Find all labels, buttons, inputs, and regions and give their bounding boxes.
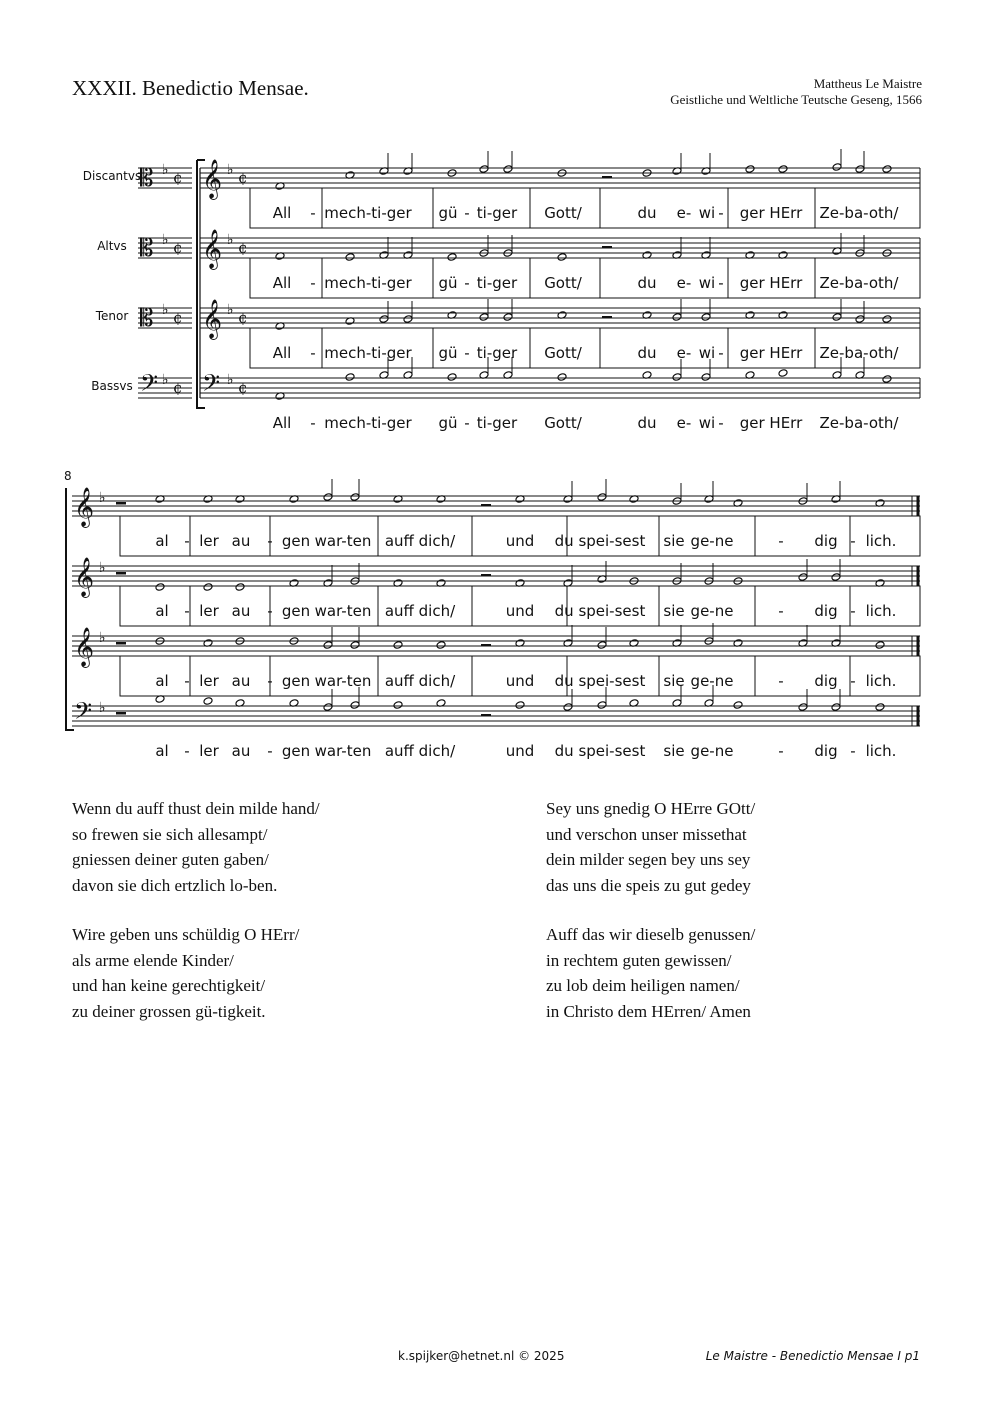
stanza-line: und verschon unser missethat (546, 824, 747, 844)
lyric-syllable: - (778, 532, 784, 550)
system-bracket (66, 488, 74, 730)
lyric-syllable: gen (281, 672, 311, 690)
lyric-syllable: - (778, 742, 784, 760)
lyric-syllable: - (850, 532, 856, 550)
lyric-syllable: und (505, 602, 535, 620)
rest (116, 642, 126, 645)
lyric-syllable: war-ten (314, 742, 372, 760)
lyric-syllable: All (272, 414, 292, 432)
lyric-syllable: sie (663, 532, 685, 550)
stanza-2 (546, 796, 755, 898)
lyric-syllable: und (505, 742, 535, 760)
note-head (798, 573, 808, 582)
note-head (882, 315, 892, 324)
lyric-syllable: All (272, 344, 292, 362)
stanza-1 (72, 796, 320, 898)
note-head (557, 373, 567, 382)
note-head (393, 701, 403, 710)
c-clef-icon: 𝄡 (140, 164, 154, 192)
lyric-syllable: ger HErr (739, 414, 803, 432)
lyric-syllable: - (718, 344, 724, 362)
lyric-syllable: wi (698, 274, 716, 292)
lyric-syllable: mech-ti-ger (324, 414, 412, 432)
lyric-syllable: - (464, 344, 470, 362)
lyric-syllable: - (464, 204, 470, 222)
f-clef-icon: 𝄢 (140, 369, 159, 402)
rest (602, 316, 612, 319)
stanza-line: so frewen sie sich allesampt/ (72, 824, 268, 844)
lyric-syllable: - (718, 414, 724, 432)
note-head (323, 703, 333, 712)
lyric-syllable: ge-ne (690, 742, 734, 760)
footer-page-label: Le Maistre - Benedictio Mensae I p1 (705, 1349, 920, 1363)
lyric-syllable: du (637, 274, 657, 292)
cut-time-sign: ¢ (238, 169, 248, 187)
lyric-syllable: gen (281, 602, 311, 620)
lyric-syllable: ti-ger (476, 204, 518, 222)
lyric-syllable: - (718, 204, 724, 222)
rest (481, 574, 491, 577)
stanza-line: Auff das wir dieselb genussen/ (546, 925, 756, 944)
lyric-syllable: All (272, 274, 292, 292)
stanza-line: davon sie dich ertzlich lo-ben. (72, 875, 278, 895)
rest (116, 572, 126, 575)
note-head (203, 583, 213, 592)
lyric-syllable: war-ten (314, 602, 372, 620)
rest (116, 502, 126, 505)
lyric-syllable: auff dich/ (384, 602, 456, 620)
note-head (672, 313, 682, 322)
lyric-syllable: - (267, 602, 273, 620)
lyric-syllable: auff dich/ (384, 532, 456, 550)
lyric-syllable: - (267, 742, 273, 760)
lyric-syllable: ler (199, 742, 219, 760)
lyric-syllable: ler (199, 602, 219, 620)
footer-contact: k.spijker@hetnet.nl © 2025 (398, 1349, 565, 1363)
lyric-syllable: gü (438, 204, 458, 222)
note-head (832, 163, 842, 172)
c-clef-icon: 𝄡 (140, 304, 154, 332)
lyric-syllable: war-ten (314, 532, 372, 550)
lyric-syllable: al (155, 602, 169, 620)
lyric-syllable: und (505, 532, 535, 550)
lyric-syllable: lich. (865, 672, 897, 690)
lyric-syllable: - (310, 204, 316, 222)
note-head (701, 373, 711, 382)
note-head (778, 369, 788, 378)
note-head (855, 315, 865, 324)
note-head (875, 703, 885, 712)
note-head (379, 315, 389, 324)
note-head (403, 315, 413, 324)
note-head (733, 701, 743, 710)
voice-label: Bassvs (91, 379, 133, 393)
lyric-syllable: au (231, 742, 251, 760)
stanza-line: als arme elende Kinder/ (72, 950, 234, 970)
lyric-syllable: - (267, 532, 273, 550)
stanza-line: das uns die speis zu gut gedey (546, 875, 751, 895)
stanza-3 (72, 922, 299, 1024)
lyric-syllable: ler (199, 532, 219, 550)
lyric-syllable: du (637, 204, 657, 222)
note-head (745, 165, 755, 174)
stanza-line: in Christo dem HErren/ Amen (546, 1001, 751, 1021)
source-title: Geistliche und Weltliche Teutsche Geseng, 1566 (670, 92, 922, 107)
lyric-syllable: - (310, 344, 316, 362)
lyric-syllable: Ze-ba-oth/ (819, 274, 899, 292)
note-head (345, 373, 355, 382)
lyric-syllable: mech-ti-ger (324, 274, 412, 292)
lyric-syllable: dig (814, 532, 838, 550)
lyric-syllable: - (464, 414, 470, 432)
treble-clef-icon: 𝄞 (74, 487, 95, 527)
note-head (447, 253, 457, 262)
lyric-syllable: sie (663, 672, 685, 690)
voice-label: Altvs (97, 239, 127, 253)
lyric-syllable: ti-ger (476, 344, 518, 362)
flat-sign: ♭ (99, 630, 106, 646)
treble-clef-icon: 𝄞 (74, 627, 95, 667)
lyric-syllable: mech-ti-ger (324, 204, 412, 222)
flat-sign: ♭ (162, 162, 169, 178)
note-head (855, 165, 865, 174)
note-head (832, 313, 842, 322)
treble-clef-icon: 𝄞 (202, 229, 223, 269)
note-head (436, 641, 446, 650)
lyric-syllable: e- (676, 344, 692, 362)
lyric-syllable: du spei-sest (554, 532, 646, 550)
lyric-syllable: du (637, 344, 657, 362)
note-head (350, 493, 360, 502)
cut-time-sign: ¢ (238, 239, 248, 257)
cut-time-sign: ¢ (173, 309, 183, 327)
note-head (882, 375, 892, 384)
cut-time-sign: ¢ (238, 379, 248, 397)
bass-clef-icon: 𝄢 (74, 697, 93, 730)
voice-label: Tenor (95, 309, 129, 323)
lyric-syllable: ger HErr (739, 344, 803, 362)
lyric-syllable: Ze-ba-oth/ (819, 344, 899, 362)
note-head (557, 253, 567, 262)
lyric-syllable: - (778, 672, 784, 690)
cut-time-sign: ¢ (173, 169, 183, 187)
note-head (350, 641, 360, 650)
lyric-syllable: - (718, 274, 724, 292)
lyric-syllable: - (310, 274, 316, 292)
lyric-syllable: Ze-ba-oth/ (819, 204, 899, 222)
c-clef-icon: 𝄡 (140, 234, 154, 262)
treble-clef-icon: 𝄞 (202, 159, 223, 199)
cut-time-sign: ¢ (173, 379, 183, 397)
note-head (479, 165, 489, 174)
flat-sign: ♭ (99, 490, 106, 506)
note-head (798, 703, 808, 712)
note-head (323, 493, 333, 502)
stanza-line: zu deiner grossen gü-tigkeit. (72, 1001, 266, 1021)
lyric-syllable: war-ten (314, 672, 372, 690)
flat-sign: ♭ (227, 372, 234, 388)
lyric-syllable: - (850, 602, 856, 620)
flat-sign: ♭ (227, 232, 234, 248)
lyric-syllable: e- (676, 204, 692, 222)
lyric-syllable: ge-ne (690, 672, 734, 690)
lyric-syllable: al (155, 742, 169, 760)
lyric-syllable: wi (698, 204, 716, 222)
rest (602, 176, 612, 179)
lyric-syllable: - (184, 602, 190, 620)
note-head (563, 703, 573, 712)
lyric-syllable: - (310, 414, 316, 432)
lyric-syllable: - (464, 274, 470, 292)
flat-sign: ♭ (99, 700, 106, 716)
lyric-syllable: auff dich/ (384, 742, 456, 760)
lyric-syllable: wi (698, 414, 716, 432)
cut-time-sign: ¢ (238, 309, 248, 327)
treble-clef-icon: 𝄞 (202, 299, 223, 339)
lyric-syllable: du spei-sest (554, 672, 646, 690)
note-head (875, 641, 885, 650)
lyric-syllable: al (155, 672, 169, 690)
lyric-syllable: dig (814, 672, 838, 690)
lyric-syllable: - (778, 602, 784, 620)
note-head (350, 701, 360, 710)
rest (481, 644, 491, 647)
stanza-line: und han keine gerechtigkeit/ (72, 976, 266, 995)
flat-sign: ♭ (162, 232, 169, 248)
lyric-syllable: gen (281, 742, 311, 760)
rest (481, 714, 491, 717)
note-head (672, 373, 682, 382)
flat-sign: ♭ (162, 372, 169, 388)
note-head (323, 641, 333, 650)
measure-number: 8 (64, 469, 72, 483)
note-head (597, 641, 607, 650)
lyric-syllable: - (184, 532, 190, 550)
flat-sign: ♭ (227, 302, 234, 318)
voice-label: Discantvs (82, 169, 142, 183)
lyric-syllable: du (637, 414, 657, 432)
lyric-syllable: ger HErr (739, 204, 803, 222)
stanza-line: gniessen deiner guten gaben/ (72, 850, 269, 869)
flat-sign: ♭ (99, 560, 106, 576)
lyric-syllable: dig (814, 742, 838, 760)
treble-clef-icon: 𝄞 (74, 557, 95, 597)
lyric-syllable: ger HErr (739, 274, 803, 292)
lyric-syllable: ge-ne (690, 602, 734, 620)
lyric-syllable: Gott/ (544, 414, 582, 432)
stanza-4 (546, 922, 755, 1024)
lyric-syllable: Gott/ (544, 344, 582, 362)
lyric-syllable: gü (438, 414, 458, 432)
lyric-syllable: - (184, 672, 190, 690)
note-head (831, 573, 841, 582)
note-head (831, 703, 841, 712)
lyric-syllable: lich. (865, 742, 897, 760)
lyric-syllable: Ze-ba-oth/ (819, 414, 899, 432)
lyric-syllable: ler (199, 672, 219, 690)
lyric-syllable: Gott/ (544, 204, 582, 222)
note-head (393, 641, 403, 650)
note-head (778, 165, 788, 174)
lyric-syllable: lich. (865, 532, 897, 550)
note-head (447, 373, 457, 382)
stanza-line: Wire geben uns schüldig O HErr/ (72, 925, 300, 944)
page-title: XXXII. Benedictio Mensae. (72, 76, 309, 100)
stanza-line: zu lob deim heiligen namen/ (546, 976, 740, 995)
lyric-syllable: auff dich/ (384, 672, 456, 690)
lyric-syllable: dig (814, 602, 838, 620)
lyric-syllable: al (155, 532, 169, 550)
lyric-syllable: wi (698, 344, 716, 362)
rest (116, 712, 126, 715)
stanza-line: Wenn du auff thust dein milde hand/ (72, 799, 320, 818)
stanza-line: dein milder segen bey uns sey (546, 850, 751, 869)
bass-clef-icon: 𝄢 (202, 369, 221, 402)
lyric-syllable: mech-ti-ger (324, 344, 412, 362)
note-head (597, 493, 607, 502)
lyric-syllable: du spei-sest (554, 602, 646, 620)
lyric-syllable: lich. (865, 602, 897, 620)
note-head (479, 313, 489, 322)
lyric-syllable: ti-ger (476, 274, 518, 292)
note-head (345, 253, 355, 262)
lyric-syllable: sie (663, 602, 685, 620)
note-head (503, 165, 513, 174)
lyric-syllable: - (850, 672, 856, 690)
note-head (701, 313, 711, 322)
lyric-syllable: ti-ger (476, 414, 518, 432)
composer-name: Mattheus Le Maistre (813, 76, 922, 91)
note-head (882, 165, 892, 174)
stanza-line: in rechtem guten gewissen/ (546, 950, 732, 970)
lyric-syllable: au (231, 602, 251, 620)
lyric-syllable: ge-ne (690, 532, 734, 550)
note-head (235, 583, 245, 592)
flat-sign: ♭ (162, 302, 169, 318)
rest (481, 504, 491, 507)
lyric-syllable: e- (676, 274, 692, 292)
lyric-syllable: sie (663, 742, 685, 760)
lyric-syllable: - (184, 742, 190, 760)
note-head (503, 313, 513, 322)
lyric-syllable: gü (438, 344, 458, 362)
note-head (203, 697, 213, 706)
rest (602, 246, 612, 249)
stanza-line: Sey uns gnedig O HErre GOtt/ (546, 799, 756, 818)
lyric-syllable: und (505, 672, 535, 690)
flat-sign: ♭ (227, 162, 234, 178)
lyric-syllable: du spei-sest (554, 742, 646, 760)
note-head (155, 583, 165, 592)
lyric-syllable: - (267, 672, 273, 690)
lyric-syllable: All (272, 204, 292, 222)
cut-time-sign: ¢ (173, 239, 183, 257)
lyric-syllable: au (231, 672, 251, 690)
lyric-syllable: gü (438, 274, 458, 292)
lyric-syllable: e- (676, 414, 692, 432)
note-head (515, 701, 525, 710)
lyric-syllable: au (231, 532, 251, 550)
lyric-syllable: gen (281, 532, 311, 550)
note-head (597, 701, 607, 710)
lyric-syllable: - (850, 742, 856, 760)
lyric-syllable: Gott/ (544, 274, 582, 292)
